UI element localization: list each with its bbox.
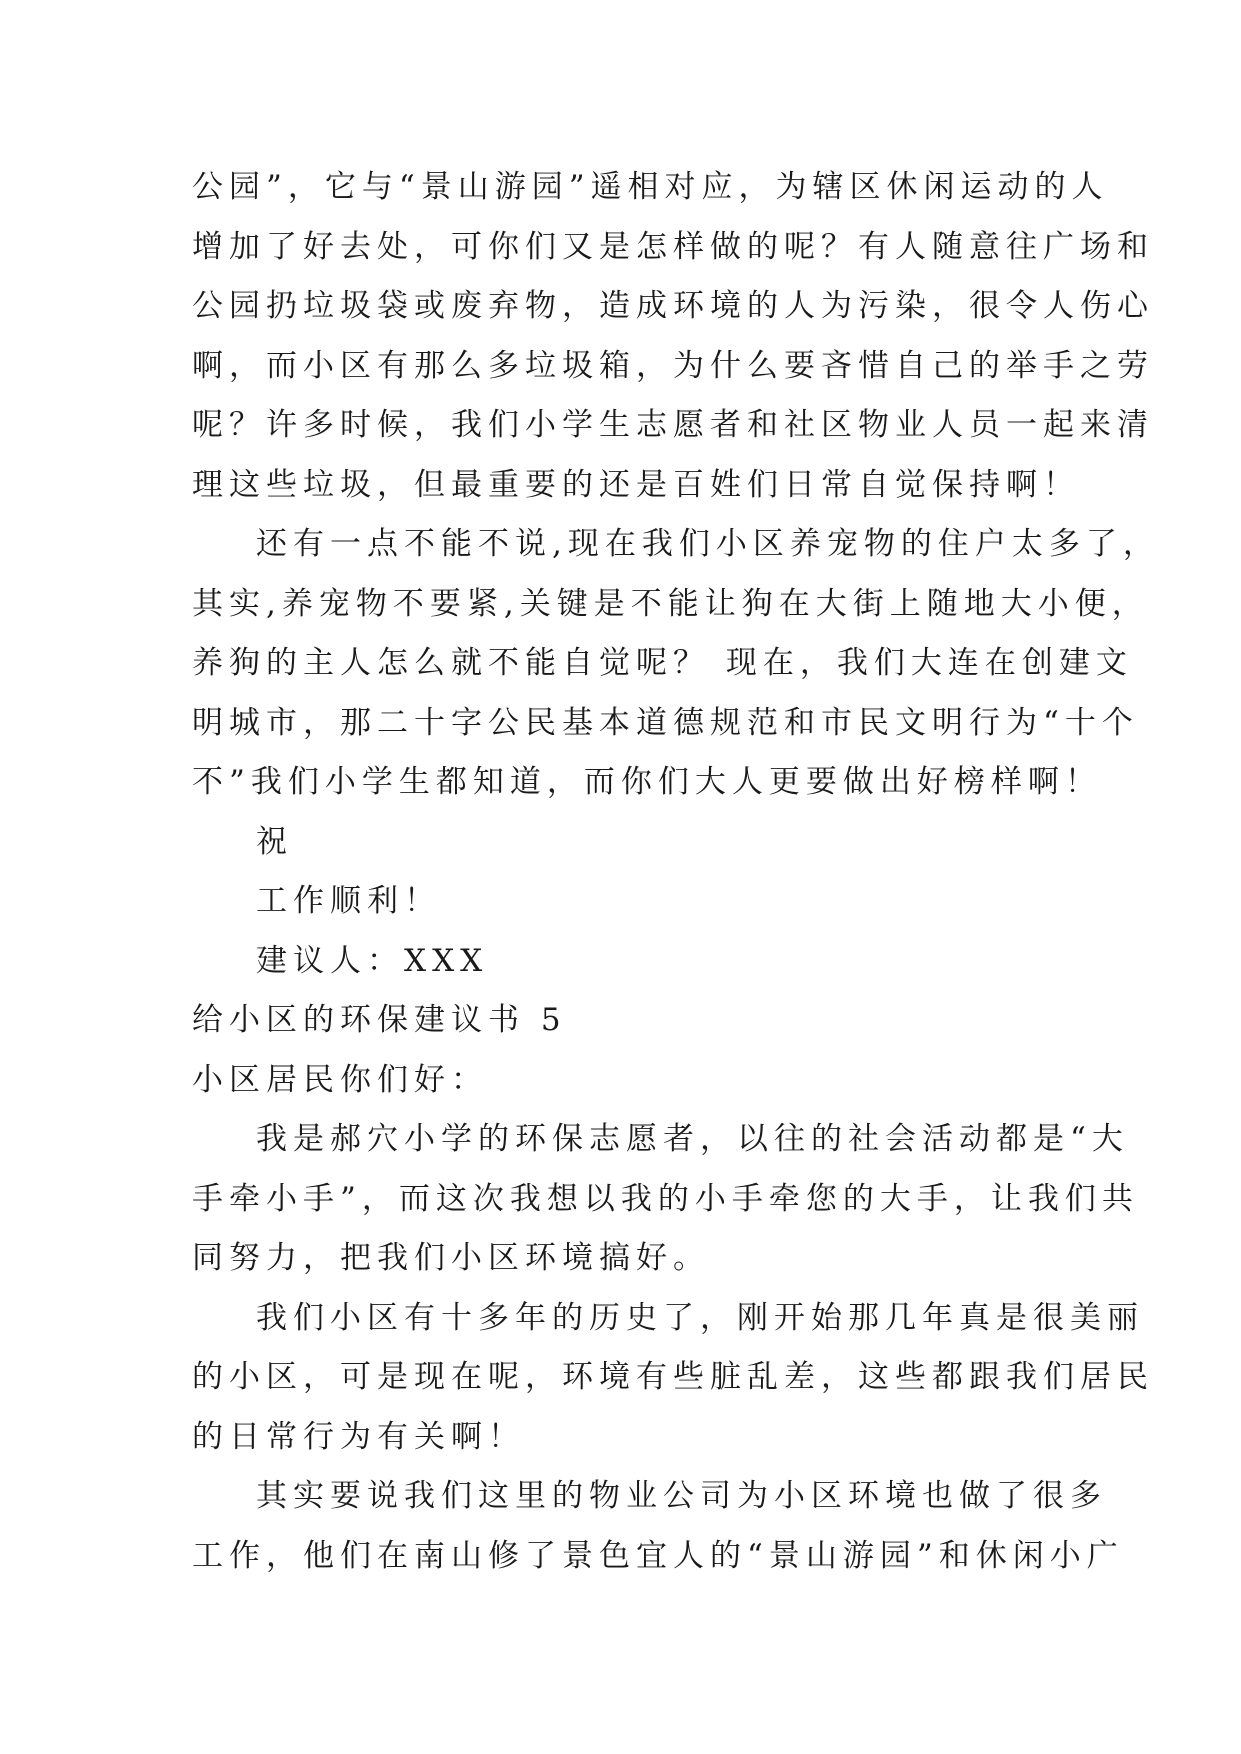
text-line: 手牵小手”，而这次我想以我的小手牵您的大手，让我们共: [192, 1180, 1139, 1217]
document-body: [192, 158, 1160, 1586]
closing-wish-text: 工作顺利！: [256, 883, 441, 919]
text-line: 的日常行为有关啊！: [192, 1418, 525, 1455]
text-line: 工作，他们在南山修了景色宜人的“景山游园”和休闲小广: [192, 1537, 1124, 1574]
text-line: 啊，而小区有那么多垃圾箱，为什么要吝惜自己的举手之劳: [192, 347, 1154, 384]
section-heading: 给小区的环保建议书 5: [192, 1002, 567, 1038]
paragraph-start: 我是郝穴小学的环保志愿者，以往的社会活动都是“大: [256, 1121, 1129, 1157]
text-line: 的小区，可是现在呢，环境有些脏乱差，这些都跟我们居民: [192, 1359, 1154, 1395]
paragraph-start: 我们小区有十多年的历史了，刚开始那几年真是很美丽: [256, 1299, 1144, 1336]
text-line: 其实,养宠物不要紧,关键是不能让狗在大街上随地大小便，: [192, 585, 1149, 622]
text-line: 增加了好去处，可你们又是怎样做的呢？有人随意往广场和: [192, 228, 1154, 265]
text-line: 公园扔垃圾袋或废弃物，造成环境的人为污染，很令人伤心: [192, 288, 1154, 324]
text-line: 养狗的主人怎么就不能自觉呢？ 现在，我们大连在创建文: [192, 645, 1133, 681]
signature-line: 建议人：XXX: [256, 942, 489, 979]
paragraph-start: 其实要说我们这里的物业公司为小区环境也做了很多: [256, 1478, 1107, 1514]
text-line: 公园”，它与“景山游园”遥相对应，为辖区休闲运动的人: [192, 169, 1109, 205]
text-line: 同努力，把我们小区环境搞好。: [192, 1240, 710, 1276]
text-line: 呢？许多时候，我们小学生志愿者和社区物业人员一起来清: [192, 407, 1154, 443]
salutation: 小区居民你们好：: [192, 1061, 488, 1098]
paragraph-start: 还有一点不能不说,现在我们小区养宠物的住户太多了，: [256, 526, 1160, 562]
text-line: 明城市，那二十字公民基本道德规范和市民文明行为“十个: [192, 704, 1139, 741]
closing-wish: 祝: [256, 823, 293, 860]
text-line: 理这些垃圾，但最重要的还是百姓们日常自觉保持啊！: [192, 466, 1080, 503]
text-line: 不”我们小学生都知道，而你们大人更要做出好榜样啊！: [192, 764, 1102, 800]
